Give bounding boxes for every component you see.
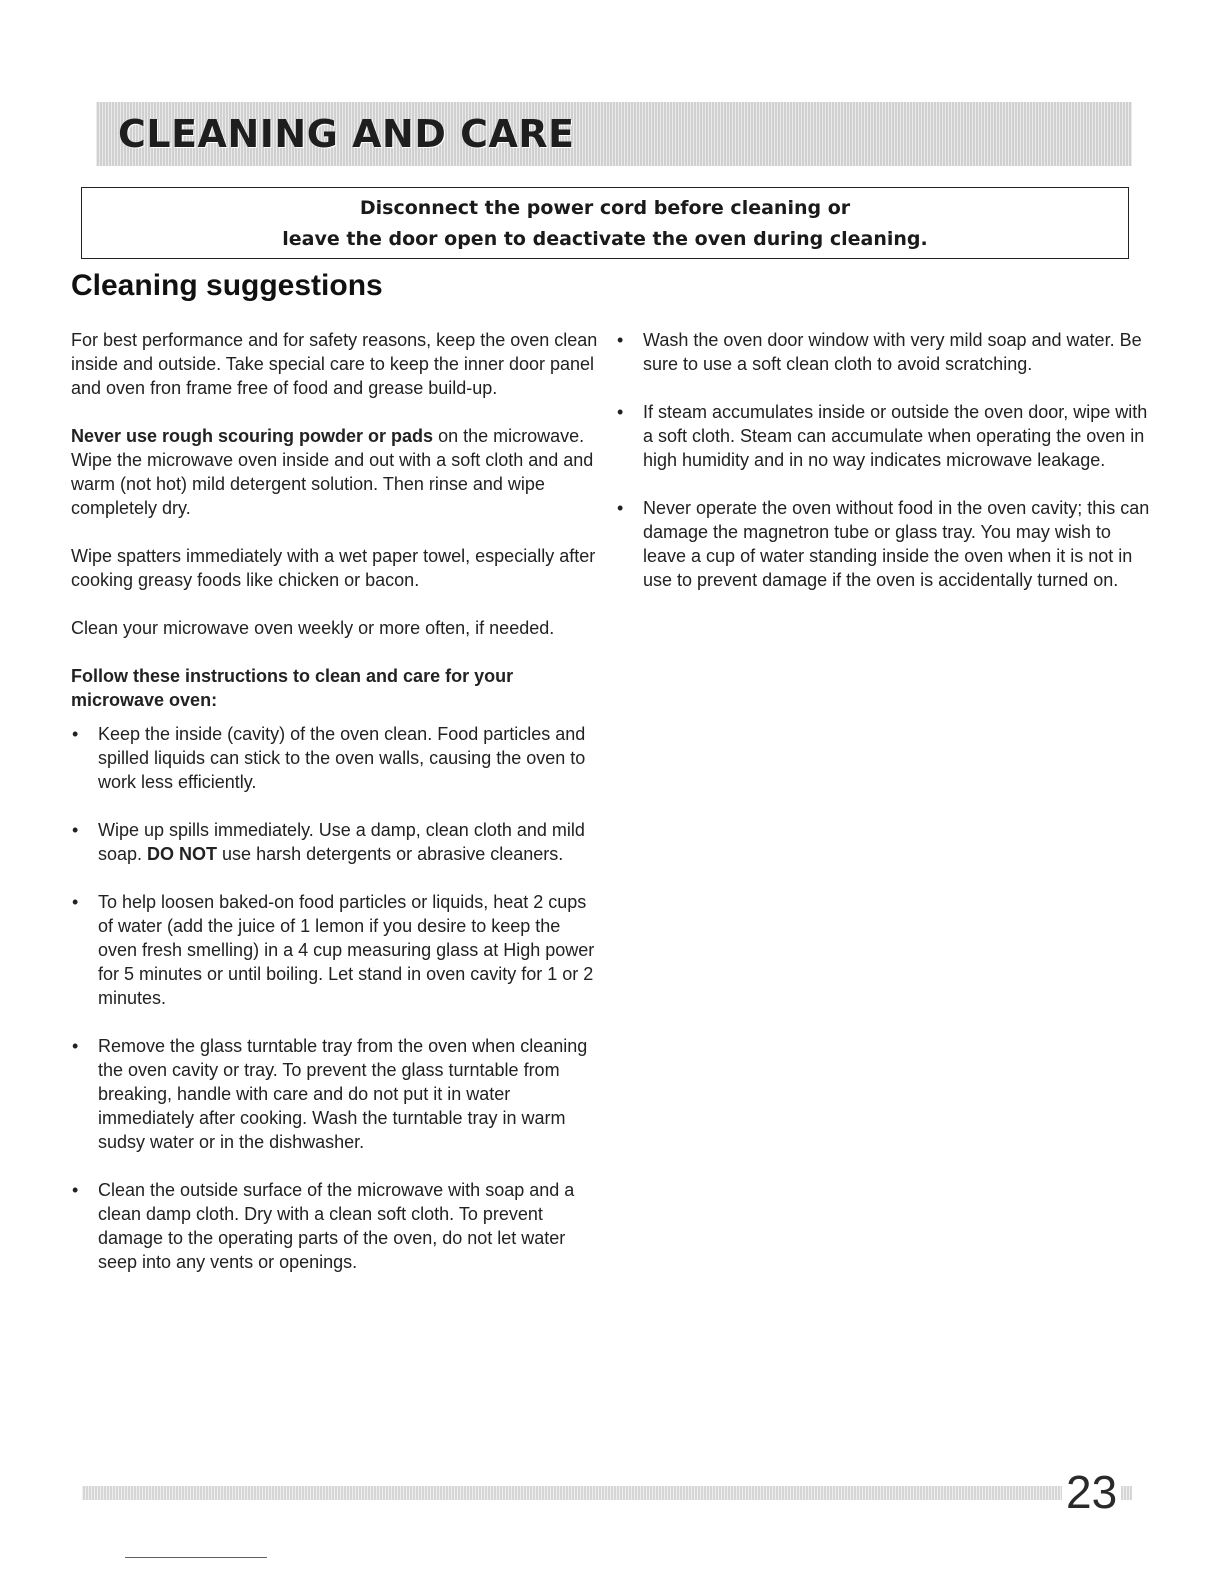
scouring-warning-bold: Never use rough scouring powder or pads (71, 426, 434, 446)
bullet-icon: • (617, 330, 624, 350)
list-item-text: To help loosen baked-on food particles or liquids, heat 2 cups of water (add the juice of 1 lemon if you desire to keep the oven fresh smelling) in a 4 cup measuring glass at High power for 5 minutes or until boiling. Let stand in oven cavity for 1 or 2 minutes. (98, 892, 595, 1008)
left-column (71, 328, 601, 1274)
warning-line-2: leave the door open to deactivate the oven during cleaning. (282, 228, 928, 250)
bullet-icon: • (72, 820, 79, 840)
list-item-text: Never operate the oven without food in the oven cavity; this can damage the magnetron tube or glass tray. You may wish to leave a cup of water standing inside the oven when it is not in use to prevent damage if the oven is accidentally turned on. (643, 498, 1150, 590)
bullet-icon: • (617, 498, 624, 518)
list-item (71, 890, 601, 1010)
bullet-icon: • (72, 724, 79, 744)
scouring-warning-text: on the microwave. Wipe the microwave oven inside and out with a soft cloth and and warm (not hot) mild detergent solution. Then rinse and wipe completely dry. (71, 426, 594, 518)
list-item-text: Wipe up spills immediately. Use a damp, clean cloth and mild soap. (98, 820, 585, 864)
instructions-heading: Follow these instructions to clean and care for your microwave oven: (71, 666, 514, 710)
page-number: 23 (1062, 1469, 1121, 1515)
list-item (71, 1178, 601, 1274)
list-item (616, 328, 1156, 376)
right-column (616, 328, 1156, 592)
list-item (616, 400, 1156, 472)
bullet-icon: • (72, 1036, 79, 1056)
bullet-icon: • (72, 1180, 79, 1200)
scouring-warning-paragraph (71, 424, 601, 520)
warning-line-1: Disconnect the power cord before cleaning or (359, 197, 851, 219)
list-item-text: use harsh detergents or abrasive cleaners. (217, 844, 564, 864)
list-item (616, 496, 1156, 592)
section-heading: Cleaning suggestions (71, 269, 383, 302)
section-title-band (96, 102, 1132, 166)
page-title: CLEANING AND CARE (118, 112, 575, 156)
list-item-text: Wash the oven door window with very mild soap and water. Be sure to use a soft clean cloth to avoid scratching. (643, 330, 1142, 374)
do-not-emphasis: DO NOT (147, 844, 218, 864)
list-item (71, 722, 601, 794)
list-item-text: Clean the outside surface of the microwave with soap and a clean damp cloth. Dry with a clean soft cloth. To prevent damage to the operating parts of the oven, do not let water seep into any vents or openings. (98, 1180, 575, 1272)
bullet-icon: • (617, 402, 624, 422)
footer-band (82, 1486, 1132, 1500)
list-item-text: Keep the inside (cavity) of the oven clean. Food particles and spilled liquids can stick to the oven walls, causing the oven to work less efficiently. (98, 724, 586, 792)
bottom-rule (125, 1557, 267, 1558)
list-item (71, 818, 601, 866)
spatters-paragraph: Wipe spatters immediately with a wet paper towel, especially after cooking greasy foods like chicken or bacon. (71, 546, 596, 590)
list-item (71, 1034, 601, 1154)
bullet-icon: • (72, 892, 79, 912)
list-item-text: If steam accumulates inside or outside the oven door, wipe with a soft cloth. Steam can accumulate when operating the oven in high humidity and in no way indicates microwave leakage. (643, 402, 1148, 470)
weekly-paragraph: Clean your microwave oven weekly or more often, if needed. (71, 618, 555, 638)
warning-box (81, 187, 1129, 259)
list-item-text: Remove the glass turntable tray from the oven when cleaning the oven cavity or tray. To prevent the glass turntable from breaking, handle with care and do not put it in water immediately after cooking. Wash the turntable tray in warm sudsy water or in the dishwasher. (98, 1036, 588, 1152)
intro-paragraph: For best performance and for safety reasons, keep the oven clean inside and outside. Take special care to keep the inner door panel and oven fron frame free of food and grease build-up. (71, 330, 598, 398)
